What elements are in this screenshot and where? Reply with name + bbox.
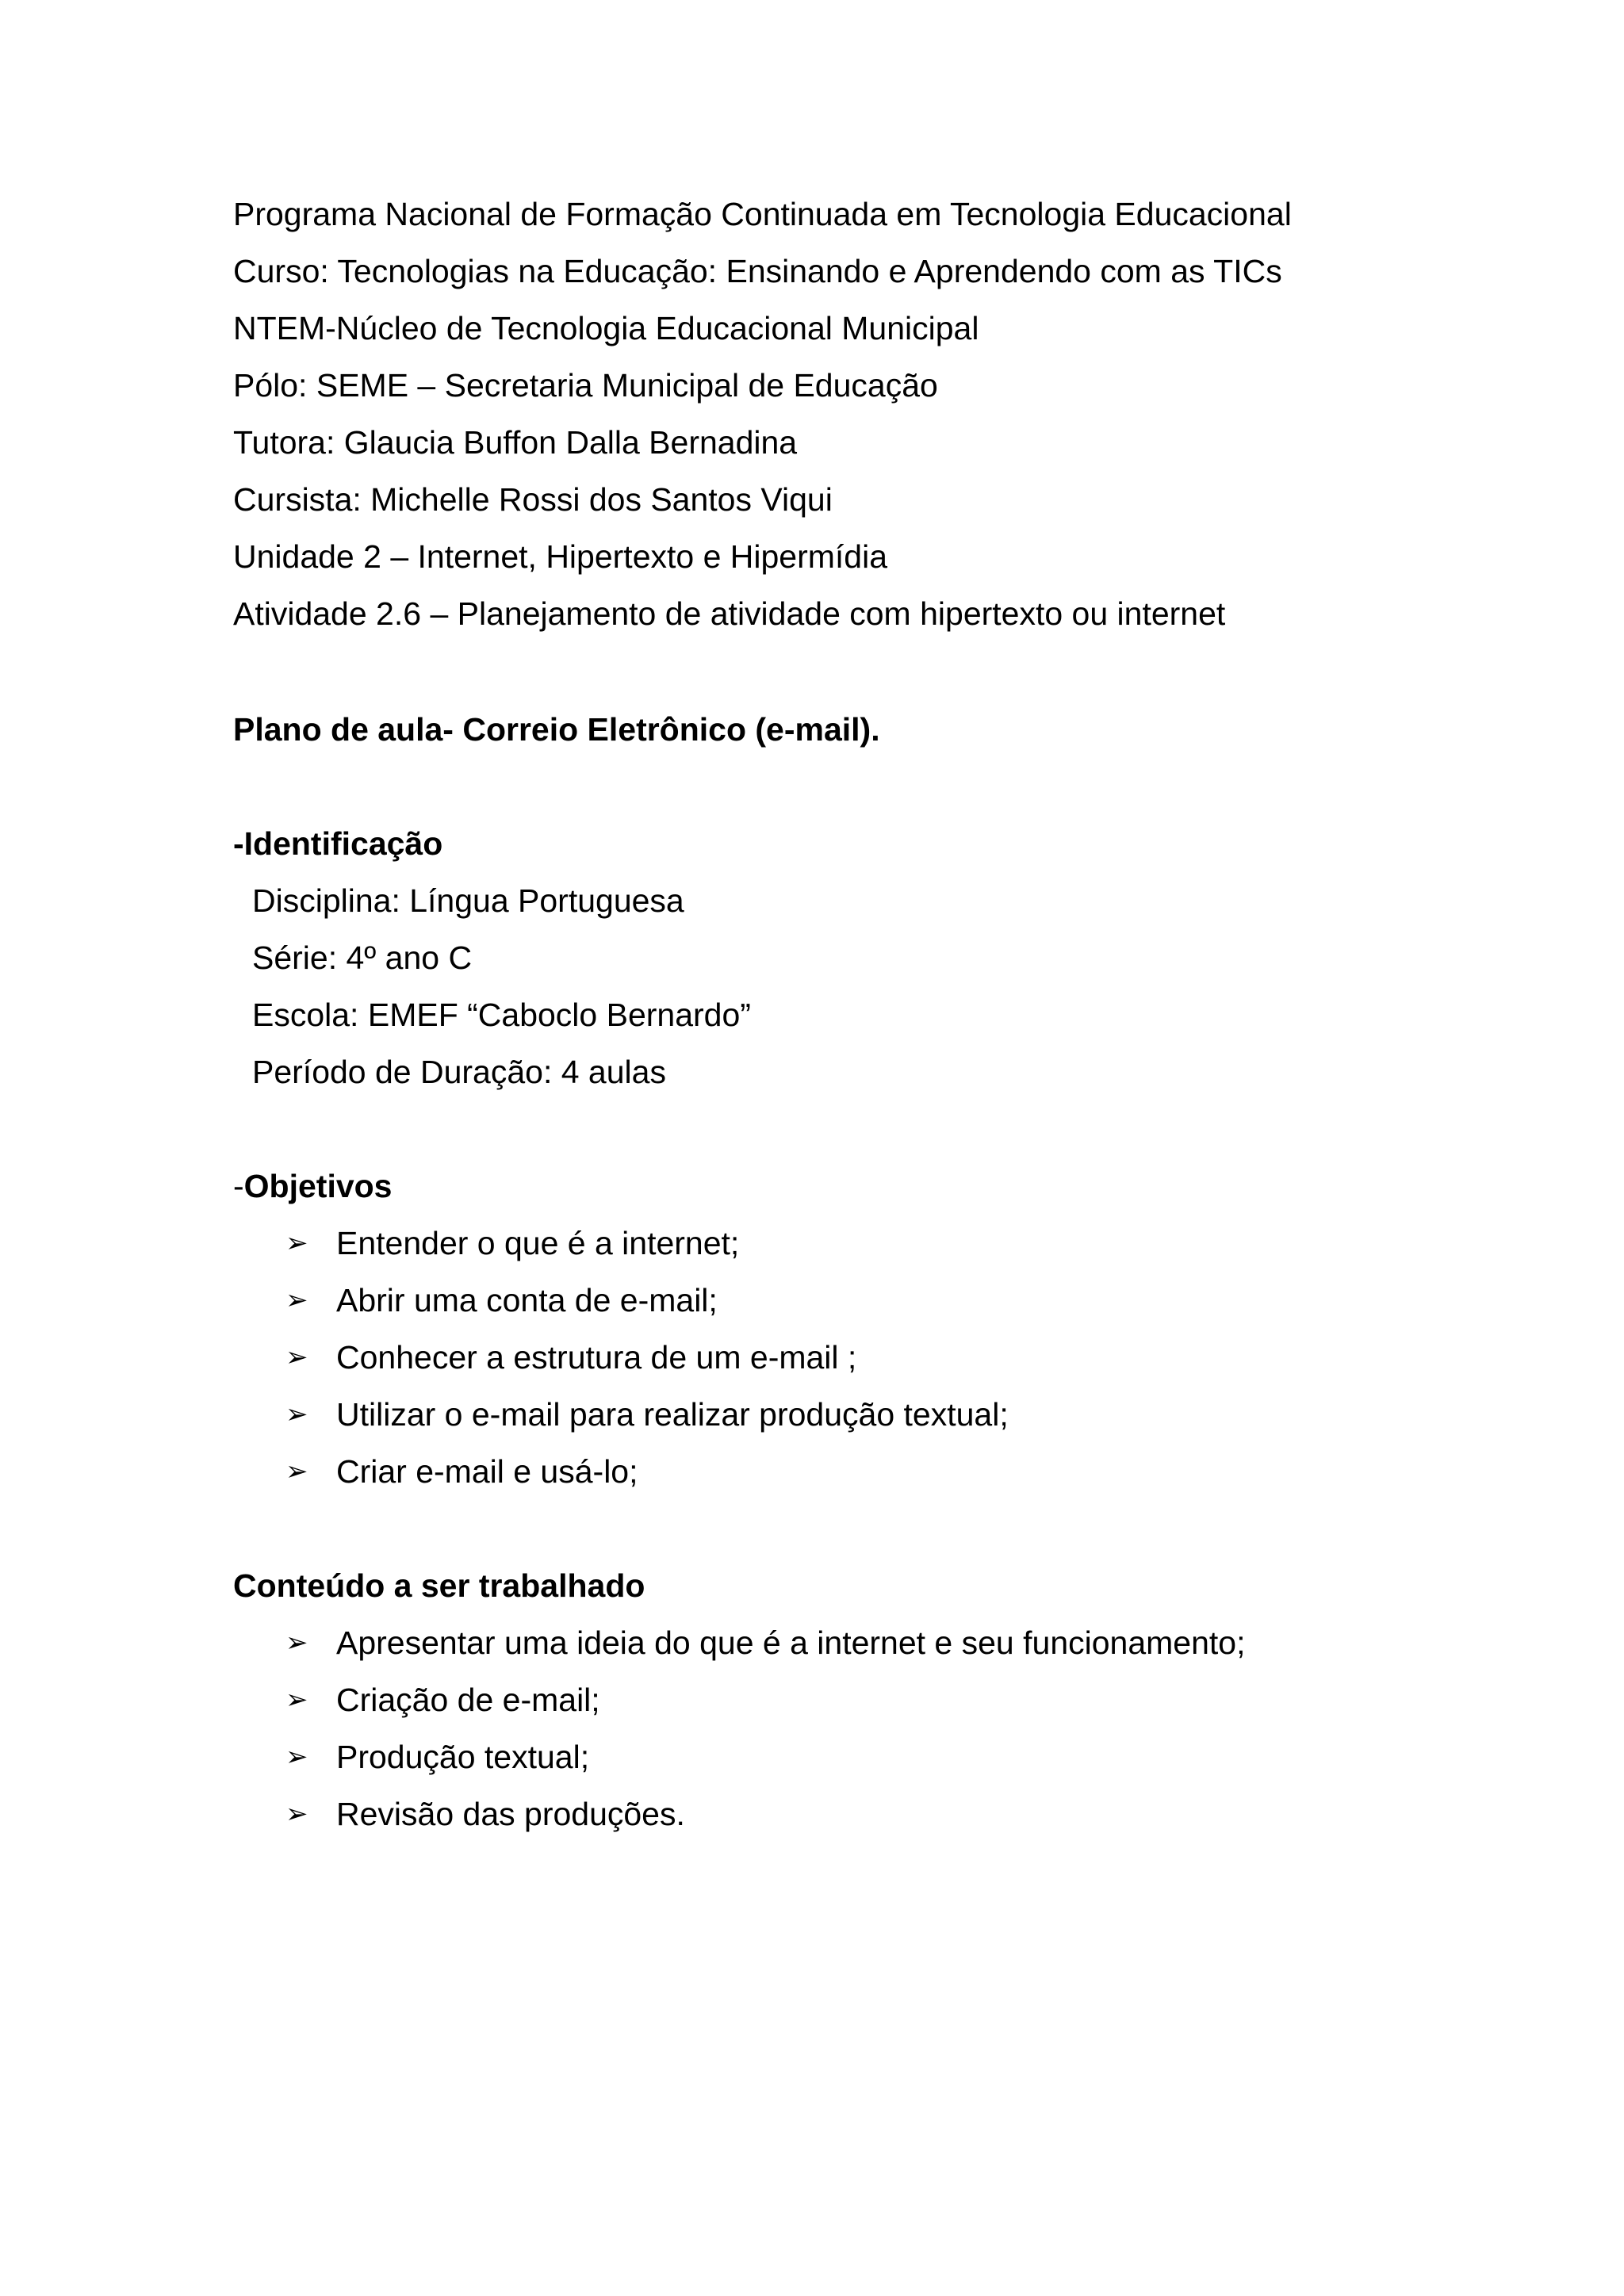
list-item <box>285 1338 856 1376</box>
arrow-bullet-icon: ➢ <box>285 1799 308 1829</box>
header-line-activity: Atividade 2.6 – Planejamento de atividade com hipertexto ou internet <box>233 595 1226 632</box>
objetivos-item-text: Utilizar o e-mail para realizar produção textual; <box>336 1396 1009 1433</box>
header-line-ntem: NTEM-Núcleo de Tecnologia Educacional Municipal <box>233 310 979 346</box>
section-heading-identificacao: -Identificação <box>233 825 443 862</box>
header-line-student: Cursista: Michelle Rossi dos Santos Viqui <box>233 481 833 518</box>
objetivos-item-text: Abrir uma conta de e-mail; <box>336 1282 718 1318</box>
list-item <box>285 1795 685 1833</box>
arrow-bullet-icon: ➢ <box>285 1399 308 1429</box>
list-item <box>285 1395 1009 1433</box>
arrow-bullet-icon: ➢ <box>285 1285 308 1315</box>
plan-title: Plano de aula- Correio Eletrônico (e-mail). <box>233 711 880 748</box>
header-line-polo: Pólo: SEME – Secretaria Municipal de Educação <box>233 367 938 404</box>
objetivos-heading-text: Objetivos <box>243 1168 393 1204</box>
list-item <box>285 1281 718 1319</box>
conteudo-item-text: Produção textual; <box>336 1739 590 1775</box>
arrow-bullet-icon: ➢ <box>285 1228 308 1258</box>
conteudo-item-text: Revisão das produções. <box>336 1796 685 1832</box>
arrow-bullet-icon: ➢ <box>285 1628 308 1658</box>
header-line-tutor: Tutora: Glaucia Buffon Dalla Bernadina <box>233 424 798 461</box>
conteudo-item-text: Criação de e-mail; <box>336 1682 600 1718</box>
identificacao-item-periodo: Período de Duração: 4 aulas <box>252 1054 666 1090</box>
identificacao-item-escola: Escola: EMEF “Caboclo Bernardo” <box>252 997 751 1033</box>
list-item <box>285 1224 739 1262</box>
objetivos-item-text: Conhecer a estrutura de um e-mail ; <box>336 1339 857 1376</box>
list-item <box>285 1624 1245 1662</box>
header-line-program: Programa Nacional de Formação Continuada em Tecnologia Educacional <box>233 196 1292 232</box>
header-line-unit: Unidade 2 – Internet, Hipertexto e Hipermídia <box>233 538 888 575</box>
section-heading-conteudo: Conteúdo a ser trabalhado <box>233 1567 645 1604</box>
objetivos-item-text: Entender o que é a internet; <box>336 1225 740 1261</box>
identificacao-item-disciplina: Disciplina: Língua Portuguesa <box>252 882 684 919</box>
list-item <box>285 1681 600 1719</box>
list-item <box>285 1452 638 1490</box>
conteudo-item-text: Apresentar uma ideia do que é a internet e seu funcionamento; <box>336 1624 1246 1661</box>
arrow-bullet-icon: ➢ <box>285 1342 308 1372</box>
arrow-bullet-icon: ➢ <box>285 1685 308 1715</box>
objetivos-heading-prefix: - <box>233 1168 244 1204</box>
objetivos-item-text: Criar e-mail e usá-lo; <box>336 1453 638 1490</box>
arrow-bullet-icon: ➢ <box>285 1742 308 1772</box>
arrow-bullet-icon: ➢ <box>285 1456 308 1487</box>
list-item <box>285 1738 589 1776</box>
identificacao-item-serie: Série: 4º ano C <box>252 939 473 976</box>
header-line-course: Curso: Tecnologias na Educação: Ensinando e Aprendendo com as TICs <box>233 253 1282 289</box>
section-heading-objetivos <box>233 1167 392 1205</box>
